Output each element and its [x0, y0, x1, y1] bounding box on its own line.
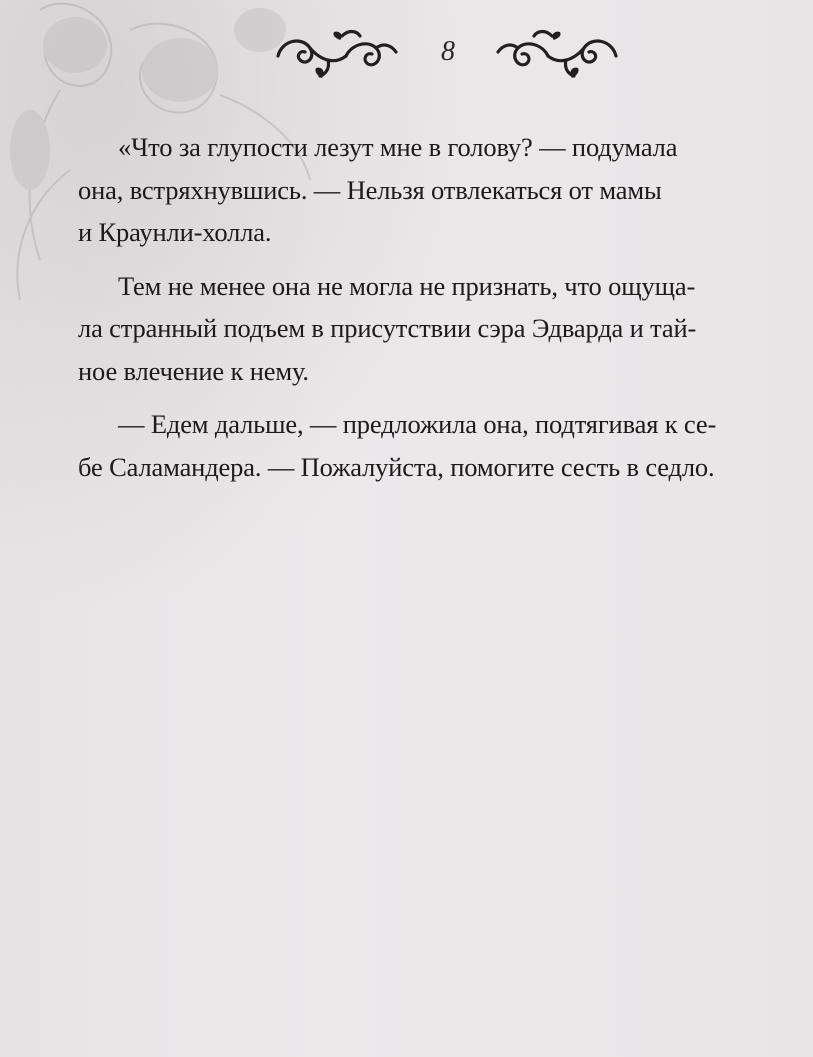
page-number: 8 [441, 36, 455, 67]
flourish-ornament-icon [494, 22, 622, 80]
text-line: ла странный подъем в присутствии сэра Эдварда и тай- [78, 313, 697, 343]
text-line: — Едем дальше, — предложила она, подтягивая к се- [118, 409, 717, 439]
text-line: она, встряхнувшись. — Нельзя отвлекаться от мамы [78, 174, 662, 205]
text-line: и Краунли-холла. [78, 217, 272, 247]
text-line: «Что за глупости лезут мне в голову? — подумала [118, 132, 678, 162]
body-text [78, 126, 808, 488]
text-line: Тем не менее она не могла не признать, что ощуща- [118, 270, 696, 301]
page-header [0, 22, 813, 92]
text-line: бе Саламандера. — Пожалуйста, помогите сесть в седло. [78, 451, 715, 482]
flourish-ornament-icon [272, 22, 400, 80]
text-line: ное влечение к нему. [78, 355, 309, 386]
